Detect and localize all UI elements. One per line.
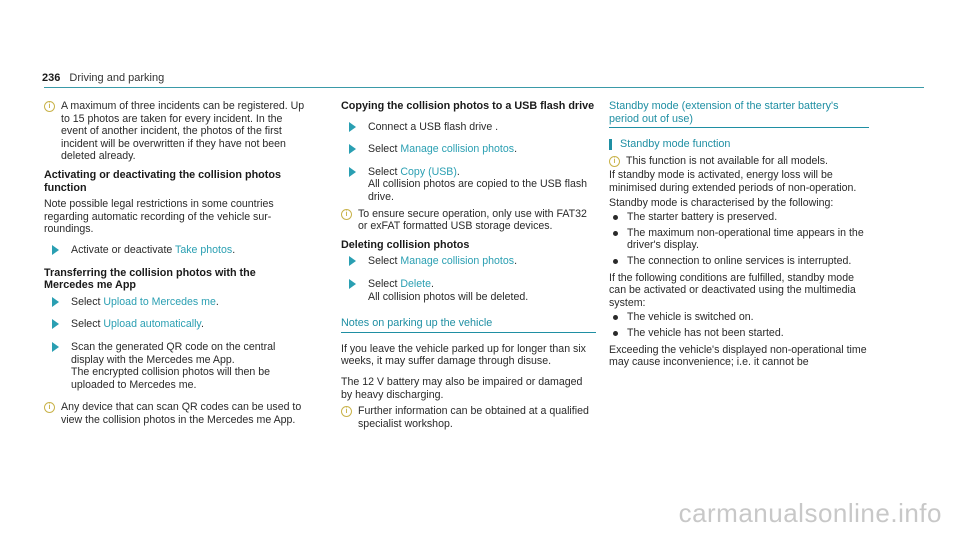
step-suffix: . (514, 255, 518, 268)
bullet-icon (613, 215, 618, 220)
step-suffix: . (232, 243, 236, 256)
step (52, 244, 306, 257)
paragraph: Exceeding the vehicle's displayed non-operational time may cause inconvenience; i.e. it cannot be (609, 343, 867, 369)
step (349, 255, 596, 268)
bullet-icon (613, 331, 618, 336)
paragraph: The 12 V battery may also be impaired or damaged by heavy discharging. (341, 375, 583, 401)
info-icon: i (44, 101, 55, 112)
note (44, 100, 306, 163)
watermark: carmanualsonline.info (678, 498, 942, 528)
step-text: Select (71, 295, 104, 308)
paragraph: If the following conditions are fulfilled, standby mode can be activated or deactivated using the multimedia system: (609, 271, 856, 309)
page-header (42, 72, 922, 86)
note-text: This function is not available for all models. (626, 154, 828, 167)
step-arrow-icon (52, 319, 59, 329)
list-item (613, 227, 869, 252)
step-arrow-icon (349, 167, 356, 177)
step (349, 121, 596, 134)
step-text: Select (368, 143, 401, 156)
subsection-title: Notes on parking up the vehicle (341, 317, 596, 333)
list-item (613, 211, 869, 224)
page-number: 236 (42, 72, 61, 84)
note-text: Any device that can scan QR codes can be used to view the collision photos in the Mercedes me App. (61, 401, 302, 426)
step (349, 278, 596, 303)
menu-link-upload-automatically[interactable]: Upload automatically (103, 318, 201, 331)
note (44, 401, 306, 426)
paragraph: Note possible legal restrictions in some countries regarding automatic recording of the vehicle surroundings. (44, 198, 274, 236)
menu-link-upload-to-mercedes-me[interactable]: Upload to Mercedes me (103, 295, 216, 308)
step-text: Activate or deactivate (71, 243, 176, 256)
step-text: Select (71, 318, 104, 331)
step-arrow-icon (52, 245, 59, 255)
list-item-text: The maximum non-operational time appears in the driver's display. (627, 226, 864, 252)
note (341, 208, 596, 233)
step-suffix: . (456, 165, 460, 178)
step-text: Select (368, 277, 401, 290)
bullet-icon (613, 231, 618, 236)
step-suffix: . (215, 295, 219, 308)
step (52, 341, 306, 391)
info-icon: i (609, 156, 620, 167)
bullet-icon (613, 259, 618, 264)
paragraph: If you leave the vehicle parked up for longer than six weeks, it may suffer damage through disuse. (341, 342, 586, 368)
step-text: Select (368, 255, 401, 268)
column-1 (44, 100, 306, 432)
list-item-text: The vehicle is switched on. (627, 311, 754, 324)
step-suffix: . (200, 318, 204, 331)
heading-transfer-photos: Transferring the collision photos with the Mercedes me App (44, 266, 256, 292)
step-arrow-icon (349, 279, 356, 289)
header-divider (44, 87, 924, 88)
menu-link-manage-collision-photos[interactable]: Manage collision photos (400, 255, 515, 268)
bar-heading (609, 138, 869, 151)
step-arrow-icon (52, 342, 59, 352)
heading-bar (609, 139, 612, 150)
step-text: Scan the generated QR code on the central display with the Mercedes me App. (71, 340, 276, 366)
list-item-text: The vehicle has not been started. (627, 326, 784, 339)
step-arrow-icon (349, 256, 356, 266)
step-result: All collision photos will be deleted. (368, 290, 529, 303)
step-arrow-icon (349, 122, 356, 132)
note (609, 155, 869, 168)
list-item (613, 255, 869, 268)
menu-link-copy-usb[interactable]: Copy (USB) (400, 165, 457, 178)
menu-link-take-photos[interactable]: Take photos (175, 243, 233, 256)
heading-delete-photos: Deleting collision photos (341, 238, 470, 251)
column-2 (341, 100, 596, 436)
step-arrow-icon (349, 144, 356, 154)
step-text: Select (368, 165, 401, 178)
note-text: Further information can be obtained at a qualified specialist workshop. (358, 405, 589, 430)
step (349, 143, 596, 156)
list-item (613, 327, 869, 340)
note (341, 405, 596, 430)
list-item-text: The connection to online services is interrupted. (627, 254, 852, 267)
bar-heading-text: Standby mode function (620, 138, 731, 151)
info-icon: i (341, 406, 352, 417)
heading-activate-collision-photos: Activating or deactivating the collision photos function (44, 168, 281, 194)
step-result: The encrypted collision photos will then be uploaded to Mercedes me. (71, 366, 271, 391)
column-3 (609, 100, 869, 377)
menu-link-manage-collision-photos[interactable]: Manage collision photos (400, 143, 515, 156)
list-item-text: The starter battery is preserved. (627, 211, 778, 224)
paragraph: Standby mode is characterised by the following: (609, 196, 834, 209)
subsection-title: Standby mode (extension of the starter battery's period out of use) (609, 100, 869, 128)
note-text: A maximum of three incidents can be registered. Up to 15 photos are taken for every incident. In the event of another incident, the photos of the first incident will be overwritten if they have not been deleted already. (61, 100, 305, 163)
list-item (613, 311, 869, 324)
step-suffix: . (514, 143, 518, 156)
paragraph: If standby mode is activated, energy loss will be minimised during extended periods of non-operation. (609, 169, 857, 194)
bullet-icon (613, 315, 618, 320)
note-text: To ensure secure operation, only use with FAT32 or exFAT formatted USB storage devices. (358, 207, 587, 233)
section-title: Driving and parking (69, 72, 165, 84)
menu-link-delete[interactable]: Delete (400, 277, 432, 290)
step-text: Connect a USB flash drive . (368, 120, 499, 133)
step (349, 166, 596, 204)
heading-copy-usb: Copying the collision photos to a USB flash drive (341, 100, 595, 112)
info-icon: i (341, 209, 352, 220)
step (52, 296, 306, 309)
step-suffix: . (431, 277, 434, 290)
step (52, 318, 306, 331)
info-icon: i (44, 402, 55, 413)
step-result: All collision photos are copied to the USB flash drive. (368, 178, 588, 203)
step-arrow-icon (52, 297, 59, 307)
